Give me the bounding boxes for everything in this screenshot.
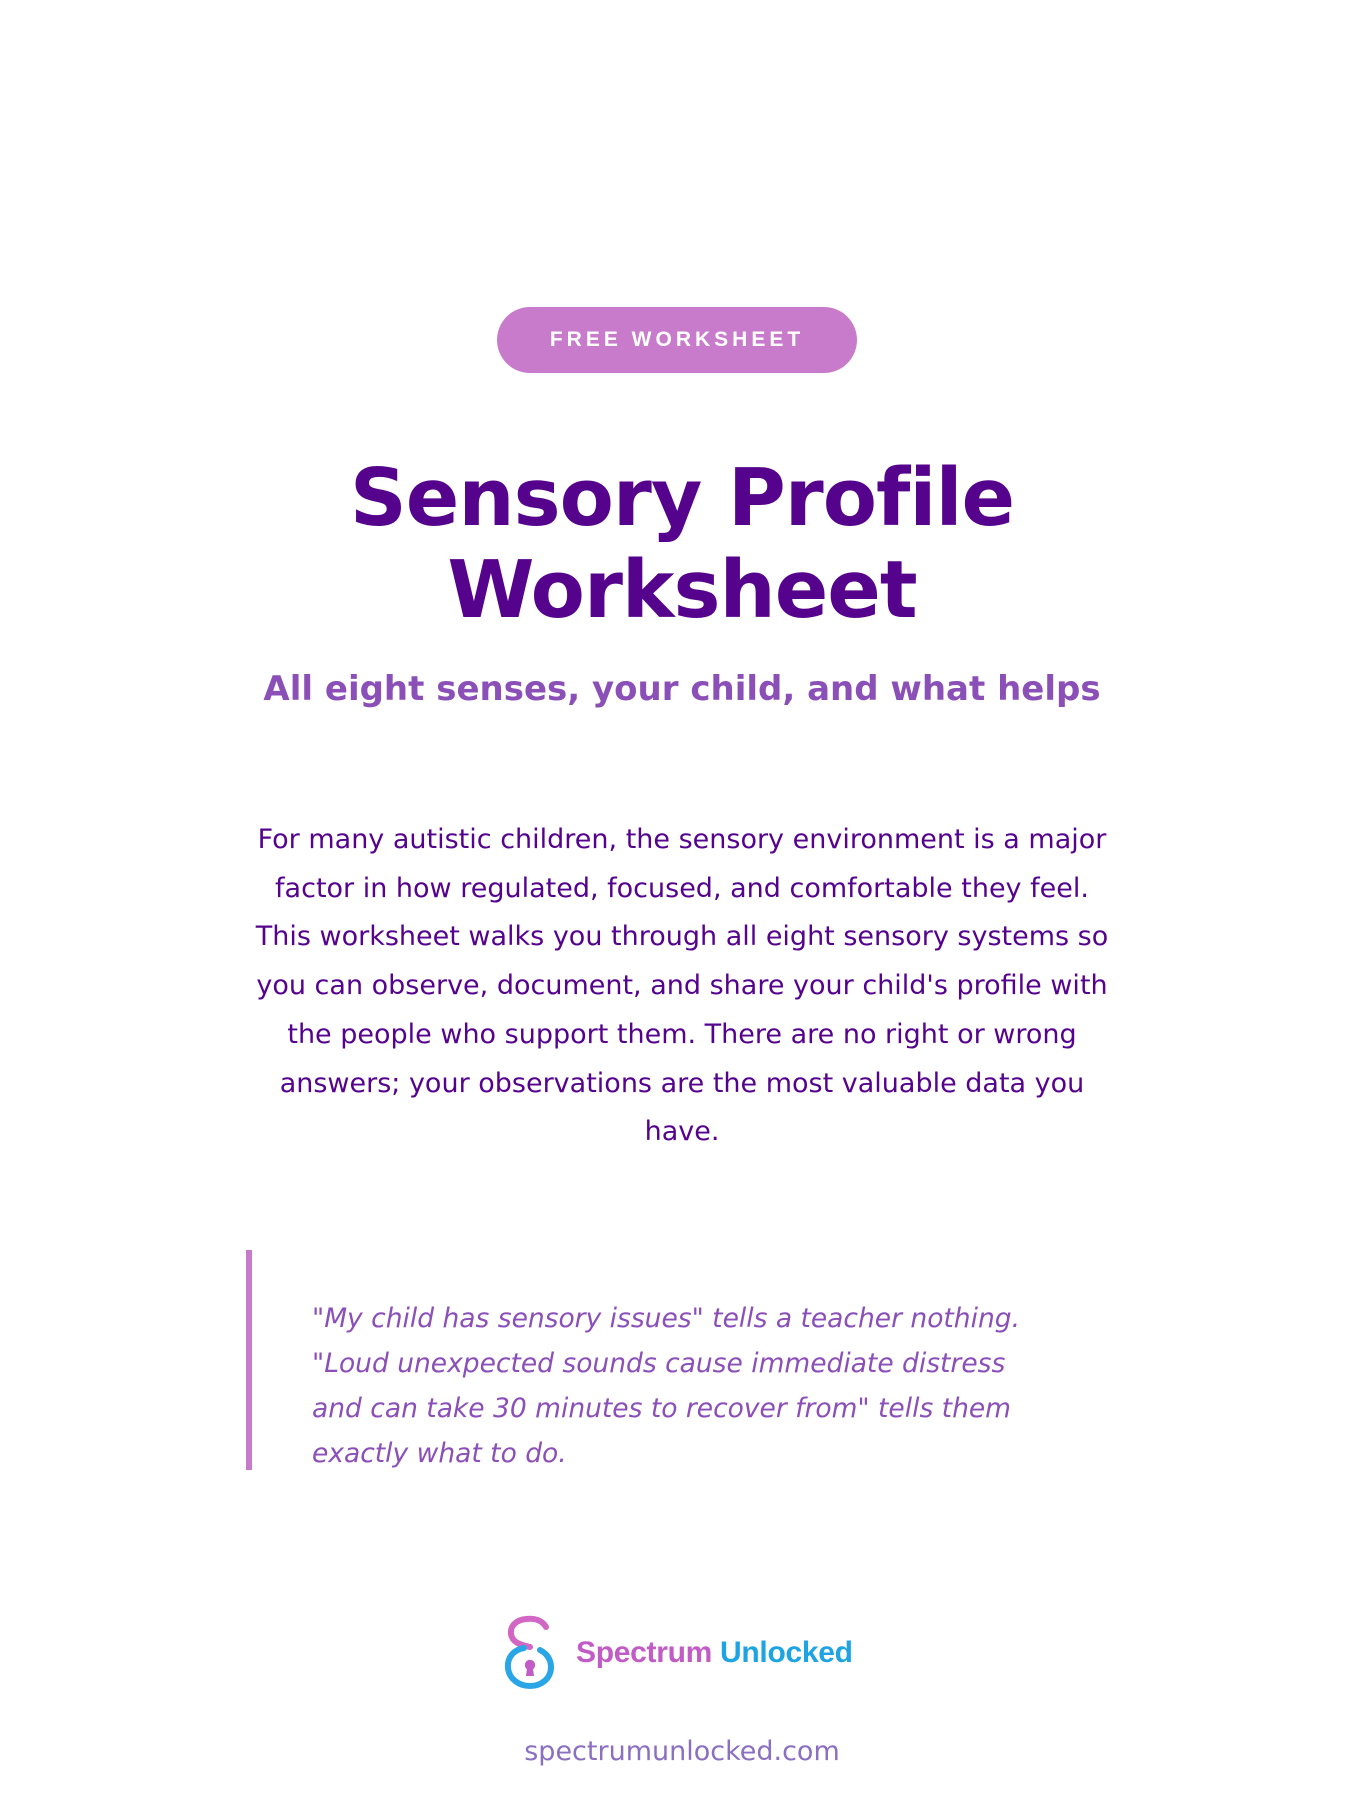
pull-quote	[246, 1250, 1082, 1470]
title-line-2: Worksheet	[447, 544, 917, 636]
title-line-1: Sensory Profile	[349, 452, 1015, 544]
brand-name-unlocked: Unlocked	[720, 1636, 853, 1669]
brand-footer-logo	[502, 1615, 853, 1691]
page-subtitle: All eight senses, your child, and what helps	[263, 669, 1101, 709]
page-title	[0, 452, 1364, 636]
website-url[interactable]: spectrumunlocked.com	[524, 1736, 840, 1767]
brand-name-spectrum: Spectrum	[576, 1636, 712, 1669]
badge-label: FREE WORKSHEET	[549, 328, 805, 351]
free-worksheet-badge	[497, 307, 857, 373]
brand-name	[576, 1636, 853, 1670]
spectrum-unlocked-logo-icon	[502, 1615, 558, 1691]
intro-paragraph: For many autistic children, the sensory environment is a major factor in how regulated, focused, and comfortable they feel. This worksheet walks you through all eight sensory systems so you can observe, document, and share your child's profile with the people who support them. There are no right or wrong answers; your observations are the most valuable data you have.	[255, 824, 1109, 1148]
pull-quote-text: "My child has sensory issues" tells a teacher nothing. "Loud unexpected sounds cause immediate distress and can take 30 minutes to recover from" tells them exactly what to do.	[312, 1303, 1021, 1469]
